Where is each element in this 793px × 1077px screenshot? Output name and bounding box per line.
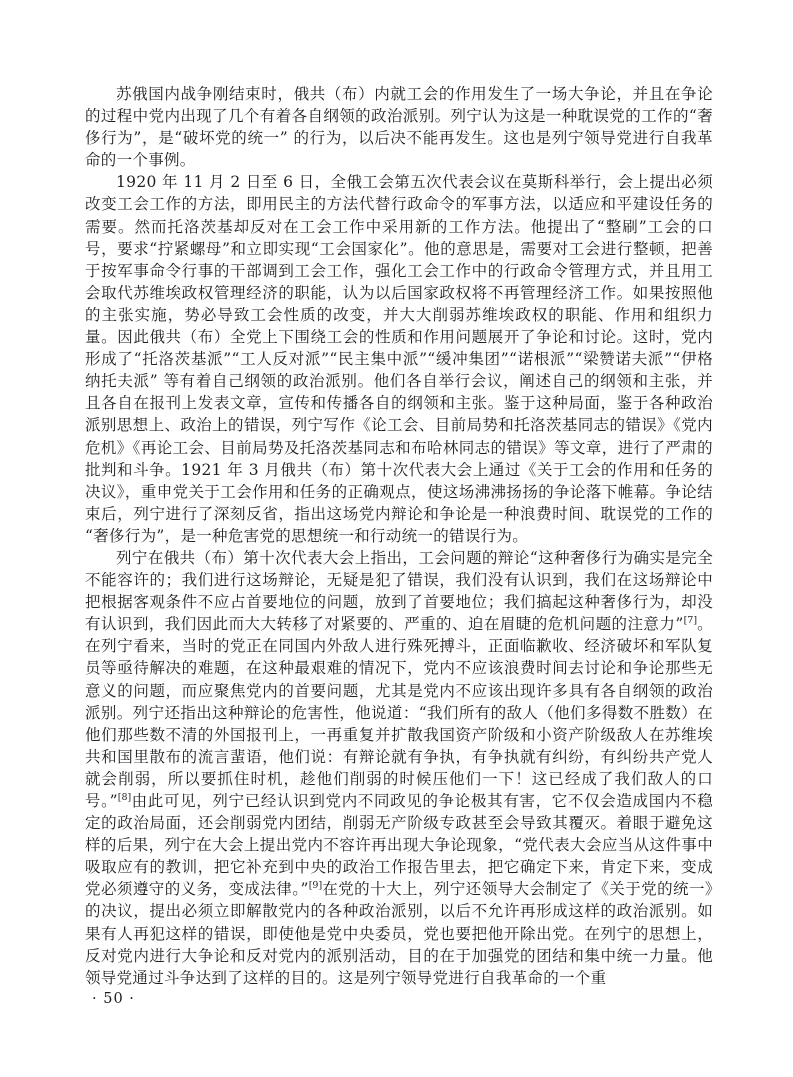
footnote-marker: [8] [117, 791, 132, 803]
paragraph-text: 由此可见，列宁已经认识到党内不同政见的争论极其有害，它不仅会造成国内不稳定的政治局面，还会削弱党内团结，削弱无产阶级专政甚至会导致其覆灭。着眼于避免这样的后果，列宁在大会上提出党内不容许再出现大争论现象，“党代表大会应当从这件事中吸取应有的教训，把它补充到中央的政治工作报告里去，把它确定下来，肯定下来，变成党必须遵守的义务，变成法律。” [85, 792, 713, 899]
page-number: · 50 · [92, 991, 135, 1007]
paragraph-text: 1920 年 11 月 2 日至 6 日，全俄工会第五次代表会议在莫斯科举行，会上提出必须改变工会工作的方法，即用民主的方法代替行政命令的军事方法，以适应和平建设任务的需要。然而托洛茨基却反对在工会工作中采用新的工作方法。他提出了“整刷”工会的口号，要求“拧紧螺母”和立即实现“工会国家化”。他的意思是，需要对工会进行整顿，把善于按军事命令行事的干部调到工会工作，强化工会工作中的行政命令管理方式，并且用工会取代苏维埃政权管理经济的职能，认为以后国家政权将不再管理经济工作。如果按照他的主张实施，势必导致工会性质的改变，并大大削弱苏维埃政权的职能、作用和组织力量。因此俄共（布）全党上下围绕工会的性质和作用问题展开了争论和讨论。这时，党内形成了“托洛茨基派”“工人反对派”“民主集中派”“缓冲集团”“诺根派”“梁赞诺夫派”“伊格纳托夫派” 等有着自己纲领的政治派别。他们各自举行会议，阐述自己的纲领和主张，并且各自在报刊上发表文章，宣传和传播各自的纲领和主张。鉴于这种局面，鉴于各种政治派别思想上、政治上的错误，列宁写作《论工会、目前局势和托洛茨基同志的错误》《党内危机》《再论工会、目前局势及托洛茨基同志和布哈林同志的错误》等文章，进行了严肃的批判和斗争。1921 年 3 月俄共（布）第十次代表大会上通过《关于工会的作用和任务的决议》，重申党关于工会作用和任务的正确观点，使这场沸沸扬扬的争论落下帷幕。争论结束后，列宁进行了深刻反省，指出这场党内辩论和争论是一种浪费时间、耽误党的工作的“奢侈行为”，是一种危害党的思想统一和行动统一的错误行为。 [85, 173, 713, 545]
paragraph [85, 547, 713, 989]
paragraph-text: 苏俄国内战争刚结束时，俄共（布）内就工会的作用发生了一场大争论，并且在争论的过程中党内出现了几个有着各自纲领的政治派别。列宁认为这是一种耽误党的工作的“奢侈行为”，是“破坏党的统一” 的行为，以后决不能再发生。这也是列宁领导党进行自我革命的一个事例。 [85, 85, 713, 170]
paragraph [85, 171, 713, 547]
paragraph-text: 在党的十大上，列宁还领导大会制定了《关于党的统一》的决议，提出必须立即解散党内的各种政治派别，以后不允许再形成这样的政治派别。如果有人再犯这样的错误，即使他是党中央委员，党也要把他开除出党。在列宁的思想上，反对党内进行大争论和反对党内的派别活动，目的在于加强党的团结和集中统一力量。他领导党通过斗争达到了这样的目的。这是列宁领导党进行自我革命的一个重 [85, 880, 713, 987]
paragraph-text: 列宁在俄共（布）第十次代表大会上指出，工会问题的辩论“这种奢侈行为确实是完全不能容许的；我们进行这场辩论，无疑是犯了错误，我们没有认识到，我们在这场辩论中把根据客观条件不应占首要地位的问题，放到了首要地位；我们搞起这种奢侈行为，却没有认识到，我们因此而大大转移了对紧要的、严重的、迫在眉睫的危机问题的注意力” [85, 548, 713, 634]
paragraph-text: 。在列宁看来，当时的党正在同国内外敌人进行殊死搏斗，正面临歉收、经济破坏和军队复员等亟待解决的难题，在这种最艰难的情况下，党内不应该浪费时间去讨论和争论那些无意义的问题，而应聚焦党内的首要问题，尤其是党内不应该出现许多具有各自纲领的政治派别。列宁还指出这种辩论的危害性，他说道：“我们所有的敌人（他们多得数不胜数）在他们那些数不清的外国报刊上，一再重复并扩散我国资产阶级和小资产阶级敌人在苏维埃共和国里散布的流言蜚语，他们说：有辩论就有争执，有争执就有纠纷，有纠纷共产党人就会削弱，所以要抓住时机，趁他们削弱的时候压他们一下！这已经成了我们敌人的口号。” [85, 615, 713, 810]
text-block [85, 83, 713, 989]
footnote-marker: [7] [683, 615, 698, 627]
footnote-marker: [9] [308, 880, 323, 892]
paragraph [85, 83, 713, 171]
